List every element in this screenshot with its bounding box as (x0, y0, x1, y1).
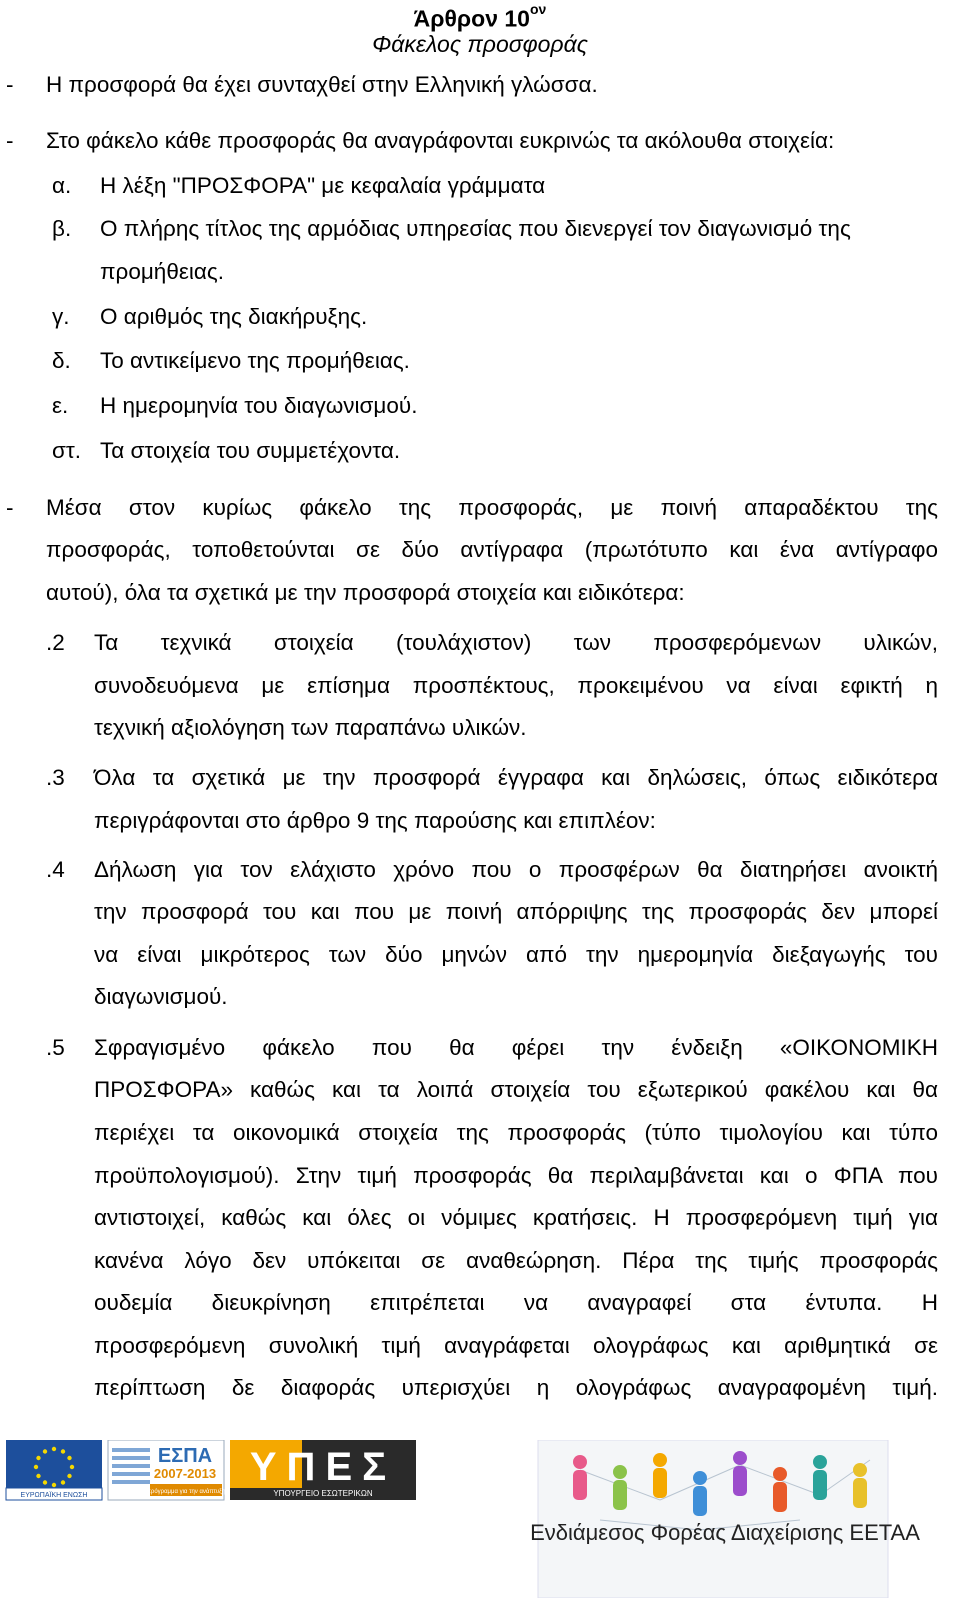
ypes-logo-icon (230, 1440, 416, 1500)
ypes-caption: ΥΠΟΥΡΓΕΙΟ ΕΣΩΤΕΡΙΚΩΝ (273, 1489, 373, 1498)
bullet-text: προσφοράς, τοποθετούνται σε δύο αντίγραφα (πρωτότυπο και ένα αντίγραφο (46, 537, 938, 562)
eetaa-caption: Ενδιάμεσος Φορέας Διαχείρισης ΕΕΤΑΑ (530, 1520, 920, 1545)
sublist-text: Τα στοιχεία του συμμετέχοντα. (100, 438, 401, 463)
espa-logo-icon (108, 1440, 225, 1500)
espa-caption: πρόγραμμα για την ανάπτυξη (146, 1489, 226, 1495)
eu-flag-icon (6, 1440, 102, 1500)
numbered-text: την προσφορά του και που με ποινή απόρριψης της προσφοράς δεν μπορεί (94, 899, 938, 924)
numbered-text: να είναι μικρότερος των δύο μηνών από την ημερομηνία διεξαγωγής του (94, 942, 938, 967)
numbered-text: προϋπολογισμού). Στην τιμή προσφοράς θα περιλαμβάνεται και ο ΦΠΑ που (94, 1163, 938, 1188)
numbered-marker: .5 (46, 1035, 65, 1060)
sublist-text: Ο πλήρης τίτλος της αρμόδιας υπηρεσίας που διενεργεί τον διαγωνισμό της (100, 216, 851, 241)
sublist-marker: γ. (52, 304, 70, 329)
numbered-text: Σφραγισμένο φάκελο που θα φέρει την ένδειξη «ΟΙΚΟΝΟΜΙΚΗ (94, 1035, 938, 1060)
numbered-text: ΠΡΟΣΦΟΡΑ» καθώς και τα λοιπά στοιχεία του εξωτερικού φακέλου και θα (94, 1077, 938, 1102)
ypes-name: ΥΠΕΣ (249, 1445, 397, 1489)
bullet-text: Στο φάκελο κάθε προσφοράς θα αναγράφονται ευκρινώς τα ακόλουθα στοιχεία: (46, 128, 835, 153)
numbered-text: προσφερόμενη συνολική τιμή αναγράφεται ολογράφως και αριθμητικά σε (94, 1333, 938, 1358)
numbered-text: συνοδευόμενα με επίσημα προσπέκτους, προκειμένου να είναι εφικτή η (94, 673, 938, 698)
numbered-text: Τα τεχνικά στοιχεία (τουλάχιστον) των προσφερόμενων υλικών, (94, 630, 938, 655)
sublist-text: Η ημερομηνία του διαγωνισμού. (100, 393, 418, 418)
sublist-marker: ε. (52, 393, 69, 418)
sublist-text: Ο αριθμός της διακήρυξης. (100, 304, 368, 329)
numbered-text: αντιστοιχεί, καθώς και όλες οι νόμιμες κρατήσεις. Η προσφερόμενη τιμή για (94, 1205, 938, 1230)
article-subtitle: Φάκελος προσφοράς (372, 31, 588, 57)
footer-logos-svg (0, 1440, 960, 1598)
eu-caption: ΕΥΡΩΠΑΪΚΗ ΕΝΩΣΗ (20, 1492, 88, 1499)
numbered-text: περίπτωση δε διαφοράς υπερισχύει η ολογράφως αναγραφομένη τιμή. (94, 1375, 938, 1400)
numbered-marker: .4 (46, 857, 65, 882)
numbered-marker: .3 (46, 765, 65, 790)
article-title-sup: ον (529, 1, 547, 17)
espa-years: 2007-2013 (153, 1466, 217, 1481)
sublist-marker: α. (52, 173, 72, 198)
espa-name: ΕΣΠΑ (157, 1445, 213, 1467)
numbered-text: περιέχει τα οικονομικά στοιχεία της προσφοράς (τύπο τιμολογίου και τύπο (94, 1120, 938, 1145)
bullet-text: Η προσφορά θα έχει συνταχθεί στην Ελληνική γλώσσα. (46, 72, 598, 97)
bullet-dash: - (6, 72, 14, 97)
numbered-text: Όλα τα σχετικά με την προσφορά έγγραφα και δηλώσεις, όπως ειδικότερα (94, 765, 938, 790)
sublist-text: Το αντικείμενο της προμήθειας. (100, 348, 410, 373)
sublist-marker: στ. (52, 438, 82, 463)
footer-logos (0, 1440, 960, 1598)
eetaa-logo-icon (530, 1440, 920, 1598)
numbered-text: περιγράφονται στο άρθρο 9 της παρούσης και επιπλέον: (94, 808, 656, 833)
numbered-text: κανένα λόγο δεν υπόκειται σε αναθεώρηση. Πέρα της τιμής προσφοράς (94, 1248, 938, 1273)
numbered-text: ουδεμία διευκρίνηση επιτρέπεται να αναγραφεί στα έντυπα. Η (94, 1290, 938, 1315)
sublist-text: Η λέξη "ΠΡΟΣΦΟΡΑ" με κεφαλαία γράμματα (100, 173, 546, 198)
numbered-text: Δήλωση για τον ελάχιστο χρόνο που ο προσφέρων θα διατηρήσει ανοικτή (94, 857, 938, 882)
bullet-dash: - (6, 495, 14, 520)
numbered-marker: .2 (46, 630, 65, 655)
sublist-marker: δ. (52, 348, 71, 373)
bullet-text: Μέσα στον κυρίως φάκελο της προσφοράς, με ποινή απαραδέκτου της (46, 495, 938, 520)
sublist-text: προμήθειας. (100, 259, 224, 284)
sublist-marker: β. (52, 216, 72, 241)
article-title: Άρθρον $10^{o\nu}$ (413, 1, 547, 32)
bullet-text: αυτού), όλα τα σχετικά με την προσφορά στοιχεία και ειδικότερα: (46, 580, 685, 605)
bullet-dash: - (6, 128, 14, 153)
numbered-text: διαγωνισμού. (94, 984, 228, 1009)
numbered-text: τεχνική αξιολόγηση των παραπάνω υλικών. (94, 715, 527, 740)
